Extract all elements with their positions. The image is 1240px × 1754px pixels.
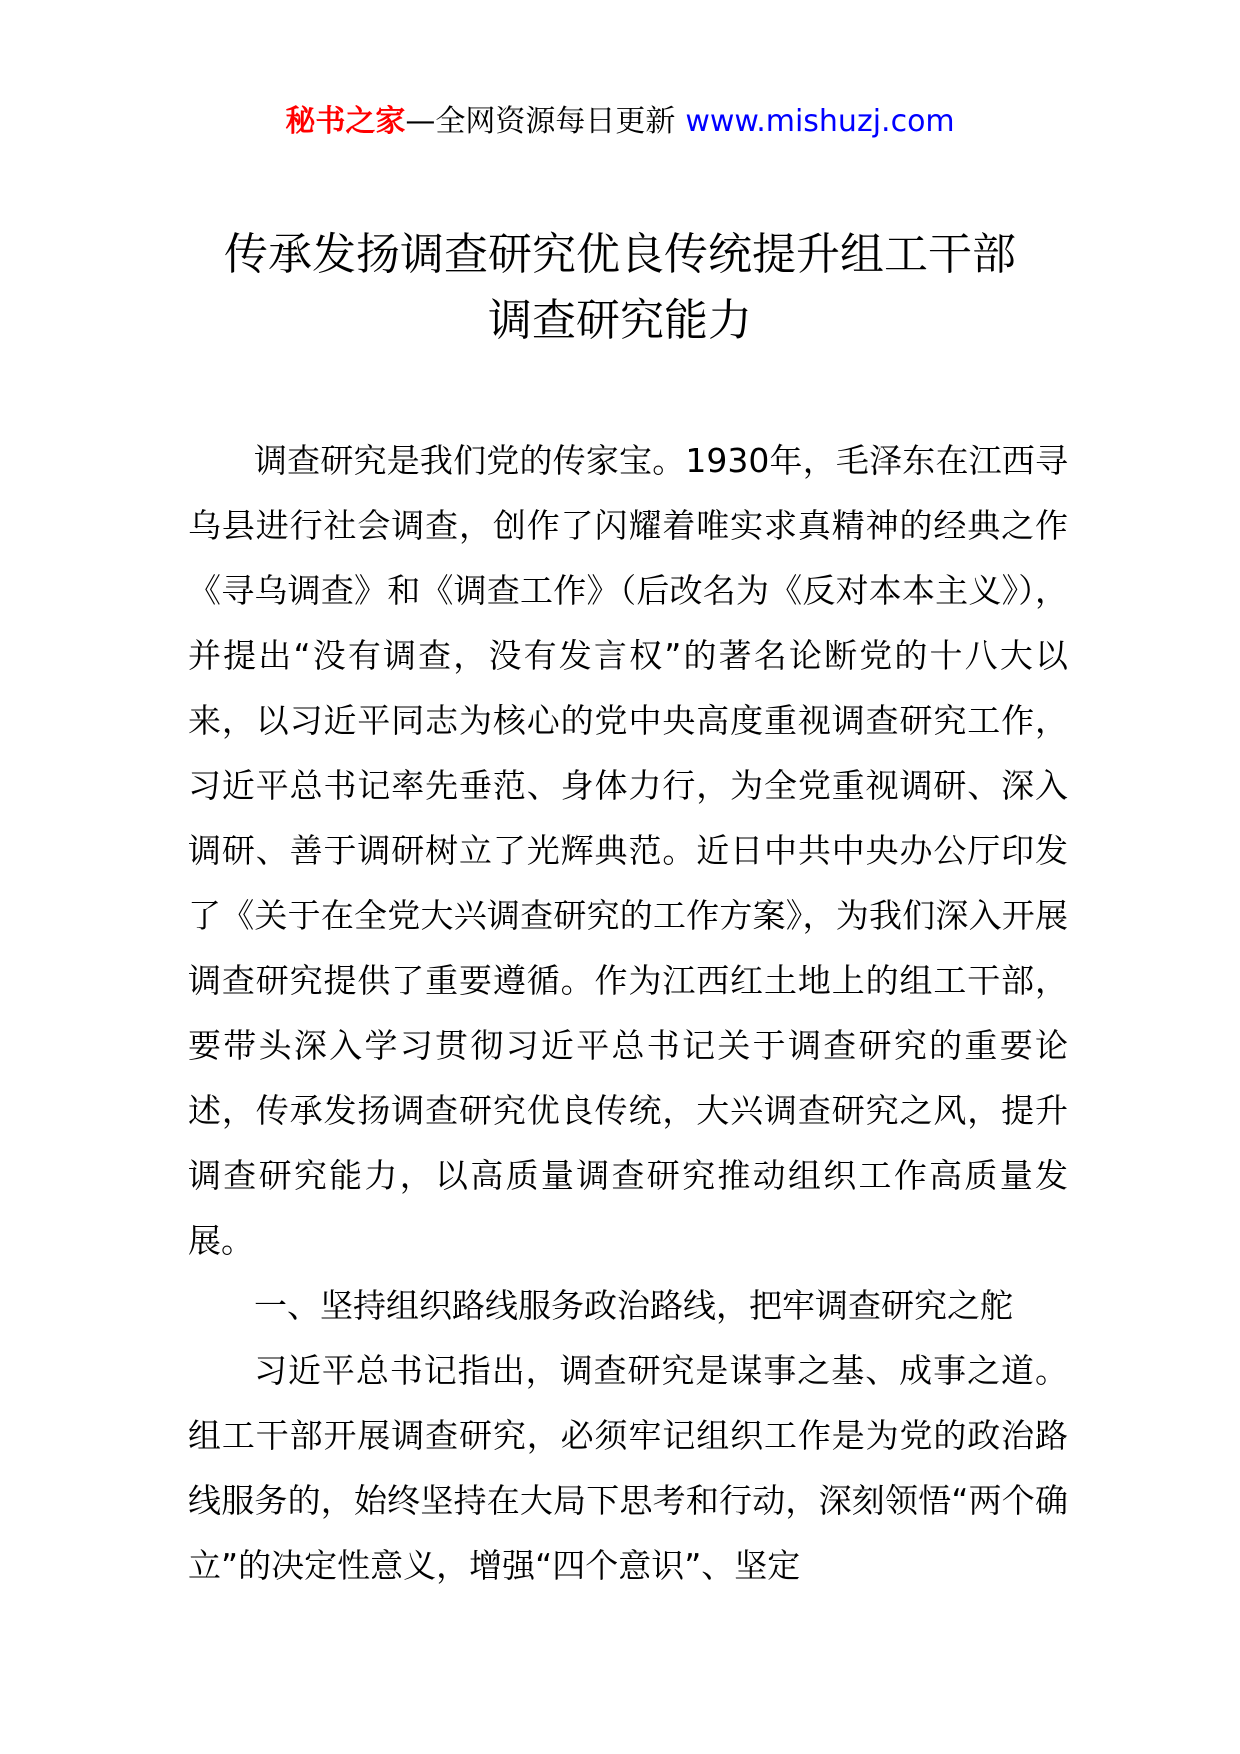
site-url-link[interactable]: www.mishuzj.com [685,104,955,139]
site-header [0,100,1240,144]
paragraph-section-1: 习近平总书记指出，调查研究是谋事之基、成事之道。组工干部开展调查研究，必须牢记组织工作是为党的政治路线服务的，始终坚持在大局下思考和行动，深刻领悟“两个确立”的决定性意义，增强“四个意识”、坚定 [188,1351,1068,1585]
title-line-2: 调查研究能力 [488,295,752,346]
document-title [170,222,1070,354]
document-body [188,428,1068,1598]
site-tagline: —全网资源每日更新 [405,104,676,139]
paragraph-intro: 调查研究是我们党的传家宝。1930年，毛泽东在江西寻乌县进行社会调查，创作了闪耀着唯实求真精神的经典之作《寻乌调查》和《调查工作》（后改名为《反对本本主义》），并提出“没有调查，没有发言权”的著名论断党的十八大以来，以习近平同志为核心的党中央高度重视调查研究工作，习近平总书记率先垂范、身体力行，为全党重视调研、深入调研、善于调研树立了光辉典范。近日中共中央办公厅印发了《关于在全党大兴调查研究的工作方案》，为我们深入开展调查研究提供了重要遵循。作为江西红土地上的组工干部，要带头深入学习贯彻习近平总书记关于调查研究的重要论述，传承发扬调查研究优良传统，大兴调查研究之风，提升调查研究能力，以高质量调查研究推动组织工作高质量发展。 [188,441,1068,1260]
section-heading-1: 一、坚持组织路线服务政治路线，把牢调查研究之舵 [254,1286,1013,1325]
title-line-1: 传承发扬调查研究优良传统提升组工干部 [224,229,1016,280]
site-brand: 秘书之家 [285,104,406,139]
